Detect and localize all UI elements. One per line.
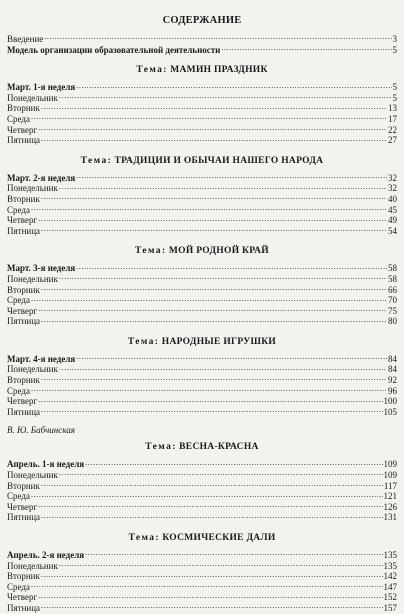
dot-leader (31, 294, 387, 303)
day-row[interactable] (7, 182, 397, 193)
day-row[interactable] (7, 305, 397, 316)
toc-label: Среда (7, 204, 30, 215)
theme-heading (7, 532, 397, 544)
day-row[interactable] (7, 490, 397, 501)
day-row[interactable] (7, 214, 397, 225)
day-row[interactable] (7, 124, 397, 135)
toc-page-number: 3 (392, 34, 397, 44)
dot-leader (31, 385, 387, 394)
toc-sections (7, 64, 397, 612)
week-row[interactable] (7, 262, 397, 273)
dot-leader (31, 581, 383, 590)
dot-leader (76, 81, 391, 90)
theme-title: ВЕСНА-КРАСНА (179, 442, 259, 453)
dot-leader (44, 33, 391, 42)
dot-leader (41, 602, 382, 611)
toc-label: Пятница (7, 135, 41, 146)
toc-page-number: 5 (392, 44, 397, 55)
theme-heading (7, 245, 397, 257)
toc-page-number: 126 (383, 501, 397, 512)
toc-page-number: 105 (383, 406, 397, 417)
toc-label: Четверг (7, 215, 38, 226)
theme-word: Тема: (136, 65, 168, 76)
toc-page-number: 142 (383, 571, 397, 582)
toc-page-number: 92 (388, 375, 397, 386)
dot-leader (59, 363, 387, 372)
day-row[interactable] (7, 363, 397, 374)
toc-label: Введение (7, 34, 44, 44)
toc-label: Пятница (7, 406, 41, 417)
toc-label: Среда (7, 113, 30, 124)
day-row[interactable] (7, 113, 397, 124)
dot-leader (41, 284, 387, 293)
toc-page-number: 54 (388, 225, 397, 236)
theme-word: Тема: (128, 533, 160, 543)
theme-section (7, 245, 397, 326)
toc-label: Пятница (7, 602, 41, 613)
day-row[interactable] (7, 570, 397, 581)
toc-page-number: 100 (383, 396, 397, 407)
dot-leader (38, 124, 387, 133)
day-row[interactable] (7, 92, 397, 103)
intro-list (7, 33, 397, 54)
theme-section (7, 155, 397, 236)
theme-section (7, 336, 397, 417)
theme-word: Тема: (80, 155, 113, 166)
toc-label: Среда (7, 491, 30, 502)
toc-label: Март. 2-я неделя (7, 172, 76, 183)
dot-leader (76, 262, 387, 271)
week-row[interactable] (7, 81, 397, 92)
toc-page-number: 49 (388, 215, 397, 226)
toc-label: Пятница (7, 225, 41, 236)
toc-page-number: 5 (392, 92, 397, 103)
dot-leader (59, 273, 387, 282)
theme-word: Тема: (135, 246, 167, 257)
dot-leader (41, 374, 387, 383)
day-row[interactable] (7, 193, 397, 204)
dot-leader (41, 134, 387, 143)
author-name: В. Ю. Бабчинская (7, 425, 75, 436)
toc-page-number: 135 (383, 560, 397, 571)
theme-title: МОЙ РОДНОЙ КРАЙ (168, 246, 269, 257)
dot-leader (38, 214, 387, 223)
day-row[interactable] (7, 374, 397, 385)
toc-page-number: 32 (388, 183, 397, 194)
toc-label: Вторник (7, 193, 40, 204)
dot-leader (41, 102, 387, 111)
toc-page-number: 84 (388, 364, 397, 375)
toc-row[interactable] (7, 44, 397, 55)
toc-page-number: 109 (383, 459, 397, 470)
theme-title: КОСМИЧЕСКИЕ ДАЛИ (162, 533, 276, 543)
theme-title: МАМИН ПРАЗДНИК (170, 65, 268, 76)
toc-page-number: 32 (388, 172, 397, 183)
theme-heading (7, 64, 397, 76)
dot-leader (31, 113, 387, 122)
toc-page-number: 40 (388, 193, 397, 204)
theme-heading (7, 441, 397, 453)
toc-page-number: 22 (388, 124, 397, 135)
toc-label: Среда (7, 385, 30, 396)
theme-heading (7, 336, 397, 348)
toc-label: Март. 3-я неделя (7, 263, 76, 274)
day-row[interactable] (7, 591, 397, 602)
dot-leader (41, 193, 387, 202)
day-row[interactable] (7, 480, 397, 491)
dot-leader (85, 458, 382, 467)
toc-label: Понедельник (7, 183, 58, 194)
theme-heading (7, 155, 397, 167)
toc-page-number: 70 (388, 295, 397, 306)
toc-label: Понедельник (7, 560, 58, 571)
dot-leader (41, 480, 383, 489)
toc-label: Пятница (7, 512, 41, 523)
toc-page-number: 80 (388, 316, 397, 327)
theme-title: НАРОДНЫЕ ИГРУШКИ (161, 336, 277, 347)
day-row[interactable] (7, 395, 397, 406)
day-row[interactable] (7, 294, 397, 305)
toc-label: Март. 1-я неделя (7, 82, 76, 93)
toc-label: Четверг (7, 396, 38, 407)
toc-label: Апрель. 2-я неделя (7, 550, 85, 560)
dot-leader (41, 406, 382, 415)
day-row[interactable] (7, 501, 397, 512)
toc-label: Среда (7, 581, 30, 592)
dot-leader (41, 225, 387, 234)
dot-leader (31, 204, 387, 213)
toc-page-number: 27 (388, 135, 397, 146)
toc-label: Вторник (7, 103, 40, 114)
toc-label: Понедельник (7, 470, 58, 481)
day-row[interactable] (7, 315, 397, 326)
toc-page-number: 121 (383, 491, 397, 502)
theme-section (7, 64, 397, 145)
toc-label: Март. 4-я неделя (7, 353, 76, 364)
theme-title: ТРАДИЦИИ И ОБЫЧАИ НАШЕГО НАРОДА (114, 155, 324, 166)
week-row[interactable] (7, 549, 397, 560)
theme-word: Тема: (145, 442, 177, 453)
toc-page-number: 84 (388, 353, 397, 364)
day-row[interactable] (7, 560, 397, 571)
toc-label: Вторник (7, 480, 40, 491)
dot-leader (59, 92, 392, 101)
day-row[interactable] (7, 406, 397, 417)
toc-page-number: 131 (383, 512, 397, 523)
day-row[interactable] (7, 273, 397, 284)
day-row[interactable] (7, 134, 397, 145)
toc-page-number: 157 (383, 602, 397, 613)
dot-leader (59, 469, 383, 478)
toc-label: Вторник (7, 571, 40, 582)
dot-leader (221, 44, 391, 53)
dot-leader (41, 570, 383, 579)
day-row[interactable] (7, 602, 397, 613)
dot-leader (76, 172, 387, 181)
toc-page-number: 17 (388, 113, 397, 124)
toc-page-number: 75 (388, 305, 397, 316)
toc-page-number: 58 (388, 273, 397, 284)
toc-label: Четверг (7, 592, 38, 603)
toc-page-number: 66 (388, 284, 397, 295)
dot-leader (76, 353, 387, 362)
toc-page-number: 5 (392, 82, 397, 93)
dot-leader (41, 511, 382, 520)
theme-section (7, 441, 397, 522)
toc-label: Понедельник (7, 92, 58, 103)
dot-leader (85, 549, 382, 558)
toc-page-number: 117 (383, 480, 397, 491)
dot-leader (59, 560, 383, 569)
day-row[interactable] (7, 284, 397, 295)
toc-label: Четверг (7, 501, 38, 512)
day-row[interactable] (7, 469, 397, 480)
toc-label: Четверг (7, 305, 38, 316)
toc-label: Четверг (7, 124, 38, 135)
toc-label: Модель организации образовательной деятельности (7, 44, 221, 55)
toc-page-number: 96 (388, 385, 397, 396)
toc-label: Понедельник (7, 273, 58, 284)
day-row[interactable] (7, 225, 397, 236)
toc-label: Вторник (7, 375, 40, 386)
dot-leader (31, 490, 383, 499)
theme-word: Тема: (127, 336, 160, 347)
theme-section (7, 532, 397, 613)
day-row[interactable] (7, 204, 397, 215)
day-row[interactable] (7, 511, 397, 522)
toc-label: Апрель. 1-я неделя (7, 459, 85, 470)
dot-leader (38, 501, 382, 510)
toc-row[interactable] (7, 33, 397, 44)
toc-label: Пятница (7, 316, 41, 327)
dot-leader (38, 305, 387, 314)
week-row[interactable] (7, 353, 397, 364)
week-row[interactable] (7, 458, 397, 469)
toc-page-number: 135 (383, 550, 397, 560)
toc-page-number: 58 (388, 263, 397, 274)
toc-page-number: 13 (388, 103, 397, 114)
toc-page-number: 109 (383, 470, 397, 481)
week-row[interactable] (7, 172, 397, 183)
day-row[interactable] (7, 385, 397, 396)
toc-page-number: 147 (383, 581, 397, 592)
toc-page-number: 45 (388, 204, 397, 215)
toc-label: Среда (7, 295, 30, 306)
day-row[interactable] (7, 102, 397, 113)
dot-leader (41, 315, 387, 324)
page-title: СОДЕРЖАНИЕ (162, 15, 242, 26)
toc-label: Понедельник (7, 364, 58, 375)
toc-page-number: 152 (383, 592, 397, 603)
dot-leader (38, 591, 382, 600)
toc-label: Вторник (7, 284, 40, 295)
dot-leader (59, 182, 387, 191)
dot-leader (38, 395, 382, 404)
